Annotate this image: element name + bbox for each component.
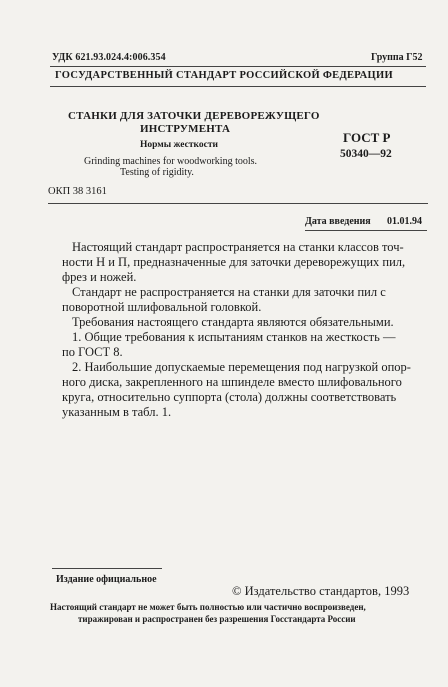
edition-label: Издание официальное	[56, 574, 157, 585]
body-line: 1. Общие требования к испытаниям станков на жесткость —	[72, 330, 396, 344]
reproduction-notice-line2: тиражирован и распространен без разрешения Госстандарта России	[78, 614, 356, 624]
body-line: Настоящий стандарт распространяется на станки классов точ-	[72, 240, 404, 254]
standard-header: ГОСУДАРСТВЕННЫЙ СТАНДАРТ РОССИЙСКОЙ ФЕДЕРАЦИИ	[55, 70, 393, 81]
document-body	[62, 240, 426, 420]
document-subtitle: Нормы жесткости	[140, 140, 218, 150]
document-title-line2: ИНСТРУМЕНТА	[140, 123, 231, 135]
reproduction-notice-line1: Настоящий стандарт не может быть полностью или частично воспроизведен,	[50, 602, 366, 612]
body-line: поворотной шлифовальной головкой.	[62, 300, 262, 314]
body-line: Стандарт не распространяется на станки для заточки пил с	[72, 285, 386, 299]
document-title-line1: СТАНКИ ДЛЯ ЗАТОЧКИ ДЕРЕВОРЕЖУЩЕГО	[68, 110, 320, 122]
okp-code: ОКП 38 3161	[48, 186, 107, 197]
date-underline	[305, 230, 427, 231]
body-line: Требования настоящего стандарта являются обязательными.	[72, 315, 394, 329]
body-line: круга, относительно суппорта (стола) должны соответствовать	[62, 390, 397, 404]
english-title-line1: Grinding machines for woodworking tools.	[84, 156, 258, 167]
body-line: указанным в табл. 1.	[62, 405, 172, 419]
gost-number: 50340—92	[340, 148, 392, 160]
effective-date-label: Дата введения	[305, 216, 371, 227]
body-line: ности Н и П, предназначенные для заточки дереворежущих пил,	[62, 255, 406, 269]
okp-rule	[48, 203, 428, 204]
header-rule-bottom	[50, 86, 426, 87]
effective-date-value: 01.01.94	[387, 216, 422, 227]
body-line: 2. Наибольшие допускаемые перемещения под нагрузкой опор-	[72, 360, 411, 374]
body-line: ного диска, закрепленного на шпинделе вместо шлифовального	[62, 375, 402, 389]
copyright-notice: © Издательство стандартов, 1993	[232, 584, 410, 598]
udk-code: УДК 621.93.024.4:006.354	[52, 52, 166, 63]
gost-label: ГОСТ Р	[343, 130, 391, 145]
header-rule	[50, 66, 426, 67]
english-title-line2: Testing of rigidity.	[120, 167, 194, 178]
footer-rule	[52, 568, 162, 569]
body-line: фрез и ножей.	[62, 270, 137, 284]
body-line: по ГОСТ 8.	[62, 345, 123, 359]
group-code: Группа Г52	[371, 52, 423, 63]
